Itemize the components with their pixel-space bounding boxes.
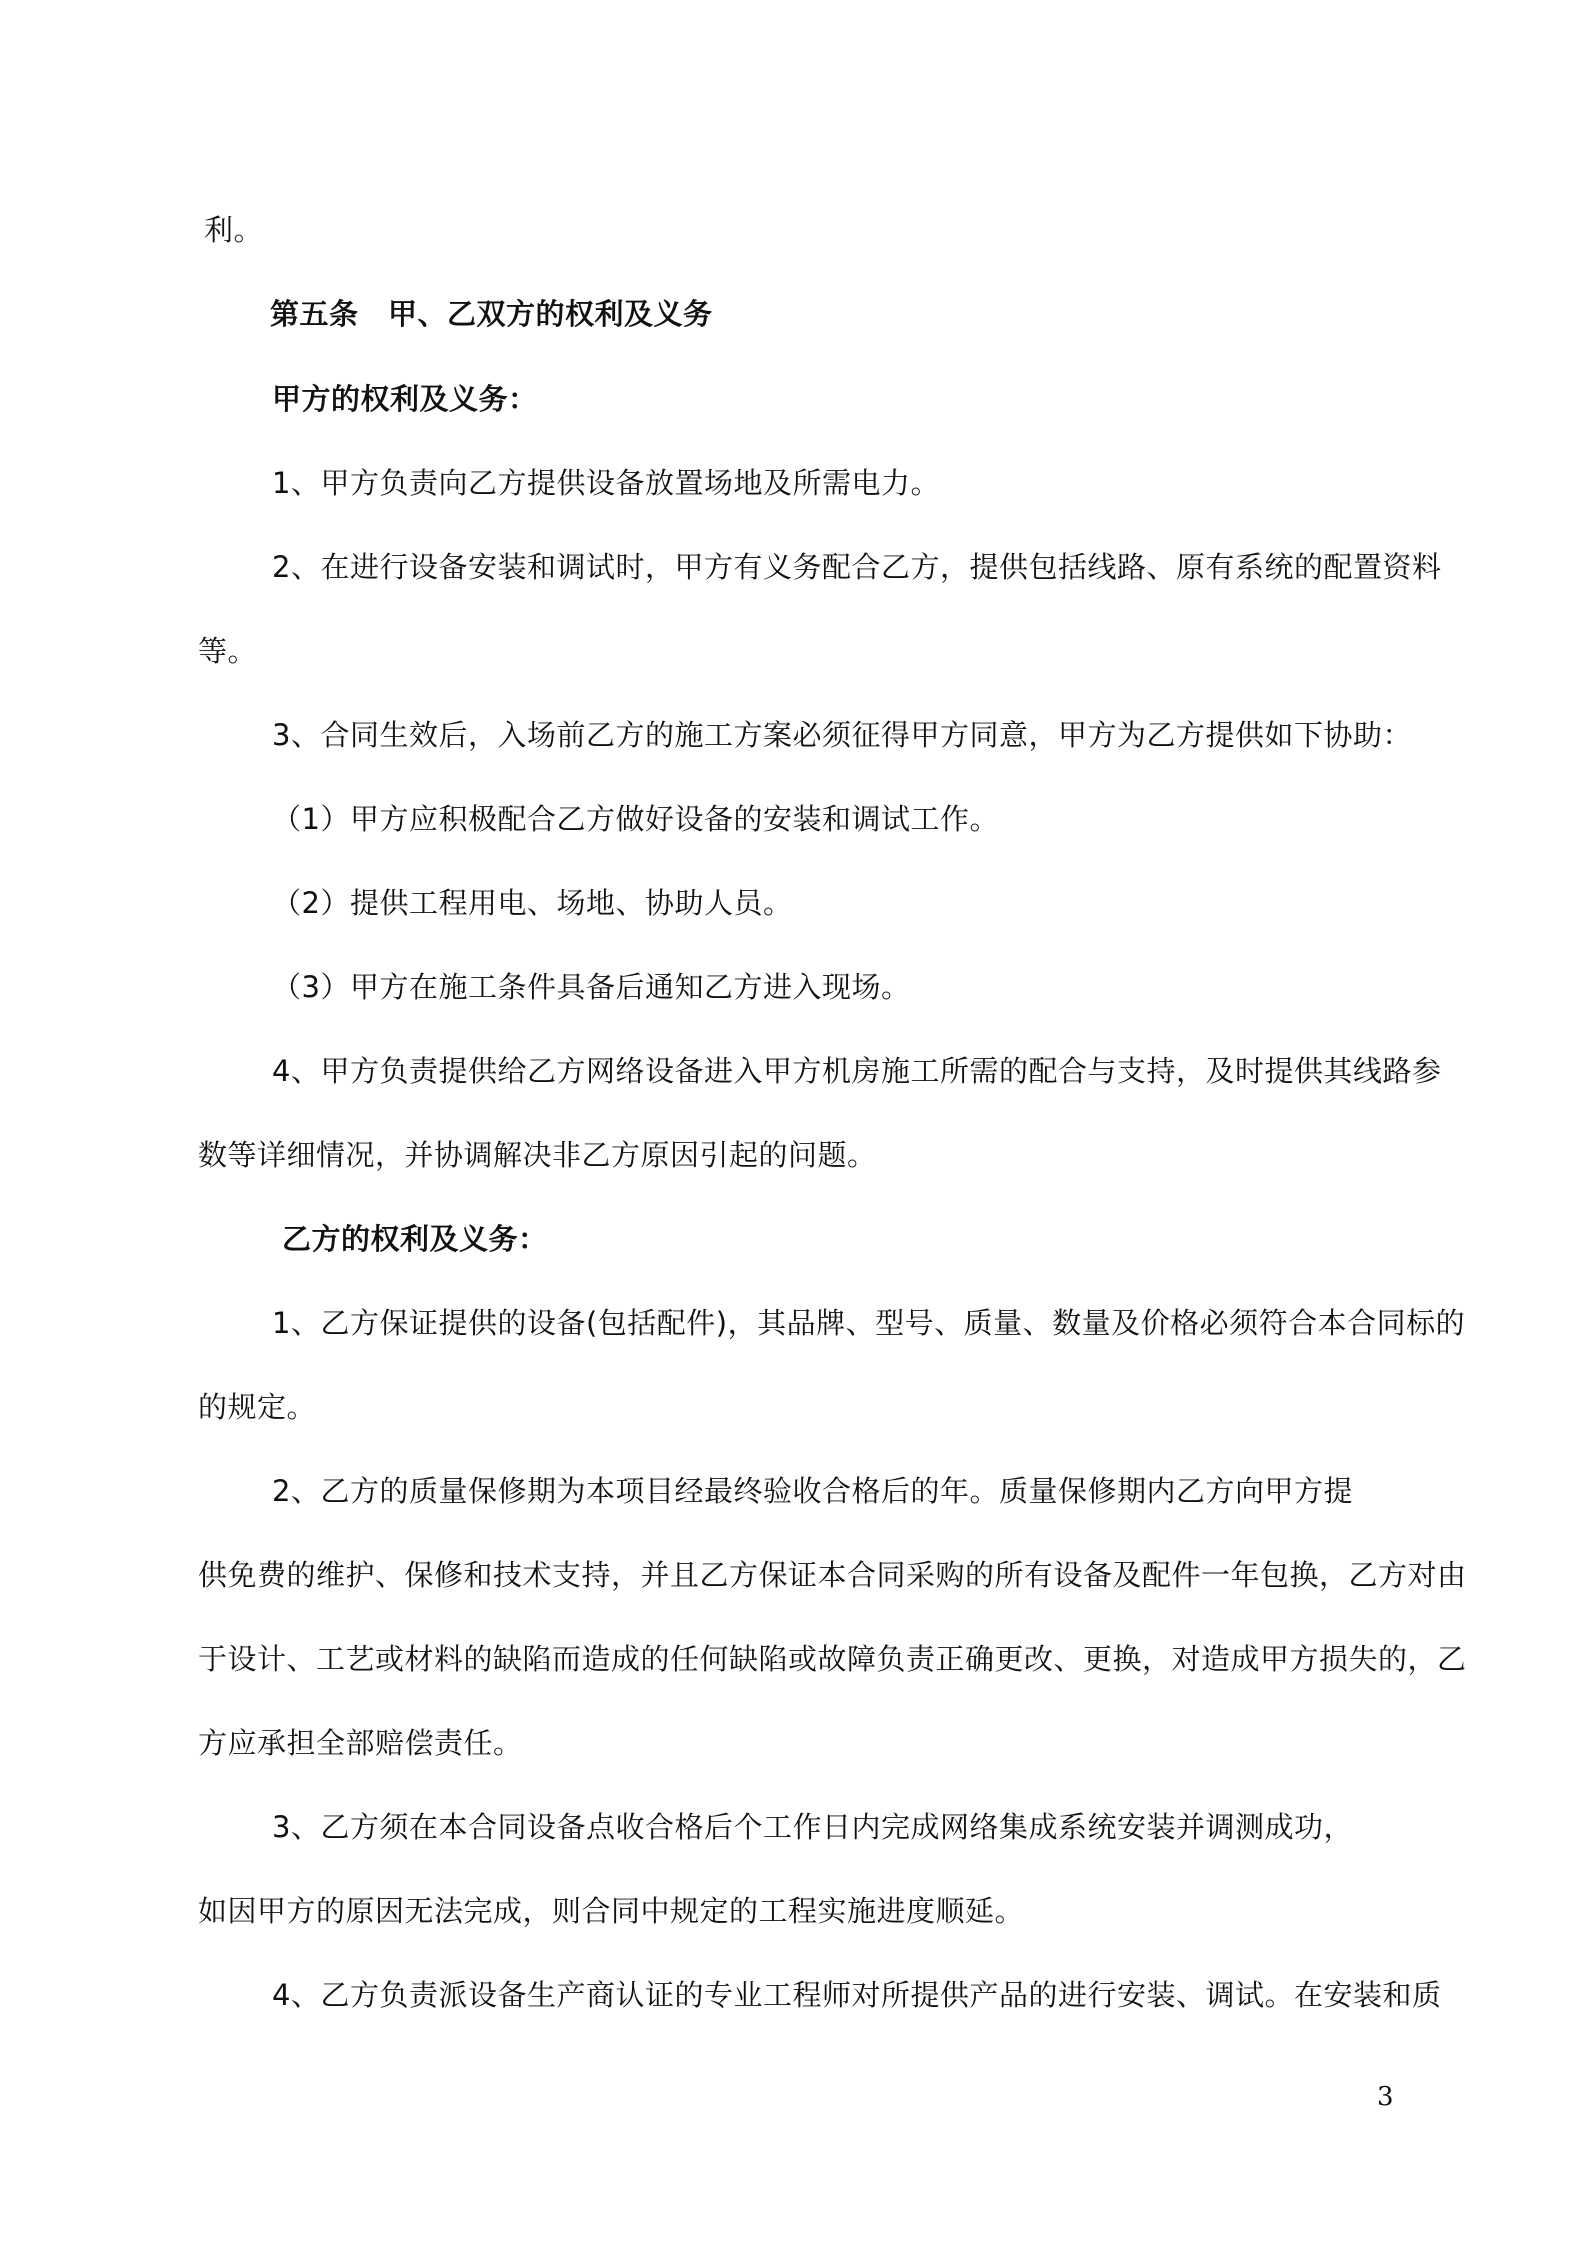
text-line	[0, 212, 1586, 248]
clause-text: 方应承担全部赔偿责任。	[198, 1726, 523, 1760]
clause-text: 供免费的维护、保修和技术支持，并且乙方保证本合同采购的所有设备及配件一年包换，乙方对由	[198, 1558, 1467, 1592]
subclause-text: （2）提供工程用电、场地、协助人员。	[272, 886, 793, 920]
clause-text: 1、甲方负责向乙方提供设备放置场地及所需电力。	[272, 466, 940, 500]
section-title: 甲方的权利及义务：	[272, 382, 538, 416]
section-title: 乙方的权利及义务：	[282, 1222, 548, 1256]
clause-text: 年。质量保修期内乙方向甲方提	[939, 1474, 1353, 1508]
clause-text: 个工作日内完成网络集成系统安装并调测成功，	[733, 1810, 1353, 1844]
clause-text: 2、乙方的质量保修期为本项目经最终验收合格后的	[272, 1474, 940, 1508]
clause-text: 1、乙方保证提供的设备(包括配件)，其品牌、型号、质量、数量及价格必须符合本合同标的	[272, 1306, 1466, 1340]
clause-text: 2、在进行设备安装和调试时，甲方有义务配合乙方，提供包括线路、原有系统的配置资料	[272, 550, 1442, 584]
clause-text: 4、甲方负责提供给乙方网络设备进入甲方机房施工所需的配合与支持，及时提供其线路参	[272, 1054, 1442, 1088]
clause-a4	[0, 1053, 1586, 1089]
subclause-a3-1	[0, 801, 1586, 837]
clause-b2-continuation	[0, 1641, 1586, 1677]
subclause-text: （1）甲方应积极配合乙方做好设备的安装和调试工作。	[272, 802, 999, 836]
clause-b3	[0, 1809, 1586, 1845]
subclause-text: （3）甲方在施工条件具备后通知乙方进入现场。	[272, 970, 911, 1004]
clause-a2	[0, 549, 1586, 585]
clause-b3-continuation	[0, 1893, 1586, 1929]
subclause-a3-3	[0, 969, 1586, 1005]
clause-a3	[0, 717, 1586, 753]
clause-text: 4、乙方负责派设备生产商认证的专业工程师对所提供产品的进行安装、调试。在安装和质	[272, 1978, 1442, 2012]
clause-text: 3、合同生效后，入场前乙方的施工方案必须征得甲方同意，甲方为乙方提供如下协助：	[272, 718, 1412, 752]
article-heading	[0, 296, 1586, 332]
clause-text: 的规定。	[198, 1390, 317, 1424]
clause-a2-continuation	[0, 633, 1586, 669]
clause-a1	[0, 465, 1586, 501]
clause-a4-continuation	[0, 1137, 1586, 1173]
clause-text: 如因甲方的原因无法完成，则合同中规定的工程实施进度顺延。	[198, 1894, 1025, 1928]
subclause-a3-2	[0, 885, 1586, 921]
clause-b2-continuation	[0, 1725, 1586, 1761]
clause-b1	[0, 1305, 1586, 1341]
clause-b2	[0, 1473, 1586, 1509]
section-heading-party-a	[0, 381, 1586, 417]
clause-text: 3、乙方须在本合同设备点收合格后	[272, 1810, 734, 1844]
clause-b2-continuation	[0, 1557, 1586, 1593]
section-heading-party-b	[0, 1221, 1586, 1257]
clause-text: 等。	[198, 634, 258, 668]
clause-b4	[0, 1977, 1586, 2013]
paragraph-continuation: 利。	[204, 213, 264, 247]
clause-b1-continuation	[0, 1389, 1586, 1425]
clause-text: 于设计、工艺或材料的缺陷而造成的任何缺陷或故障负责正确更改、更换，对造成甲方损失的，乙	[198, 1642, 1467, 1676]
clause-text: 数等详细情况，并协调解决非乙方原因引起的问题。	[198, 1138, 877, 1172]
page-number: 3	[1377, 2082, 1394, 2112]
article-title: 第五条 甲、乙双方的权利及义务	[270, 297, 713, 331]
